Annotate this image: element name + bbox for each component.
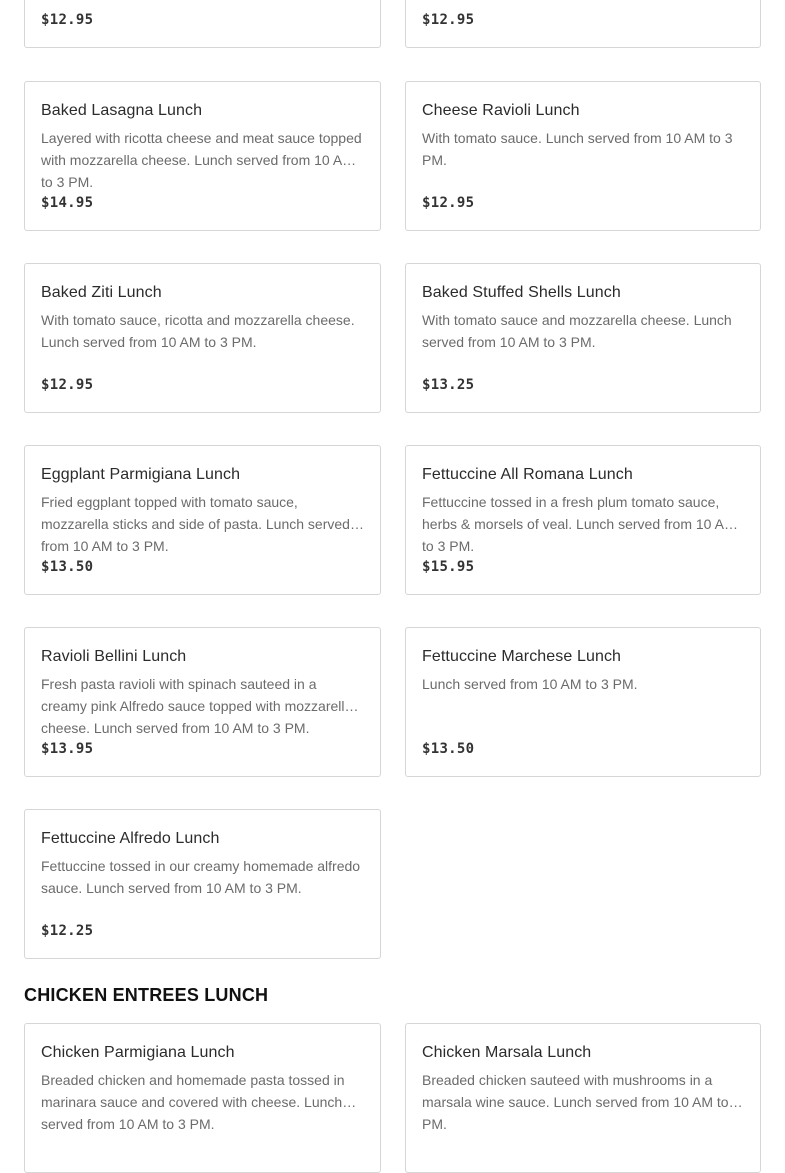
menu-item-card[interactable]: [405, 445, 761, 595]
item-price: $13.95: [41, 741, 94, 757]
item-price: $12.95: [422, 12, 475, 28]
item-name: Fettuccine Marchese Lunch: [422, 648, 622, 665]
item-price: $13.50: [422, 741, 475, 757]
item-name: Baked Lasagna Lunch: [41, 102, 203, 119]
item-description: Fried eggplant topped with tomato sauce, mozzarella sticks and side of pasta. Lunch served from 10 AM to 3 PM.: [41, 494, 350, 554]
item-price: $12.95: [422, 195, 475, 211]
item-price: $12.25: [41, 923, 94, 939]
menu-item-card[interactable]: [405, 81, 761, 231]
menu-item-card[interactable]: [24, 81, 381, 231]
menu-item-card[interactable]: [405, 1023, 761, 1173]
item-name: Chicken Marsala Lunch: [422, 1044, 592, 1061]
menu-item-card[interactable]: [24, 0, 381, 48]
item-name: Cheese Ravioli Lunch: [422, 102, 580, 119]
item-name: Baked Stuffed Shells Lunch: [422, 284, 621, 301]
item-description: Breaded chicken sauteed with mushrooms in a marsala wine sauce. Lunch served from 10 AM to 3 PM.: [422, 1072, 741, 1132]
item-price: $14.95: [41, 195, 94, 211]
item-description: Layered with ricotta cheese and meat sauce topped with mozzarella cheese. Lunch served from 10 AM to 3 PM.: [41, 130, 362, 190]
item-price: $12.95: [41, 12, 94, 28]
menu-item-card[interactable]: [24, 627, 381, 777]
item-name: Baked Ziti Lunch: [41, 284, 162, 301]
menu-item-card[interactable]: [405, 627, 761, 777]
item-name: Eggplant Parmigiana Lunch: [41, 466, 241, 483]
item-description: With tomato sauce. Lunch served from 10 AM to 3 PM.: [422, 130, 733, 168]
section-title: CHICKEN ENTREES LUNCH: [24, 985, 269, 1005]
item-description: Breaded chicken and homemade pasta tossed in marinara sauce and covered with cheese. Lunch served from 10 AM to 3 PM.: [41, 1072, 345, 1132]
item-name: Fettuccine Alfredo Lunch: [41, 830, 220, 847]
item-description: Fettuccine tossed in a fresh plum tomato sauce, herbs & morsels of veal. Lunch served from 10 AM to 3 PM.: [422, 494, 736, 554]
menu-item-card[interactable]: [24, 263, 381, 413]
menu-item-card[interactable]: [24, 1023, 381, 1173]
item-description: Lunch served from 10 AM to 3 PM.: [422, 676, 638, 692]
item-description: Fresh pasta ravioli with spinach sauteed in a creamy pink Alfredo sauce topped with mozzarella cheese. Lunch served from 10 AM to 3 PM.: [41, 676, 353, 736]
menu-item-card[interactable]: [24, 445, 381, 595]
menu-item-card[interactable]: [405, 263, 761, 413]
menu-item-card[interactable]: [405, 0, 761, 48]
item-price: $12.95: [41, 377, 94, 393]
item-name: Fettuccine All Romana Lunch: [422, 466, 633, 483]
item-price: $13.50: [41, 559, 94, 575]
item-name: Ravioli Bellini Lunch: [41, 648, 187, 665]
item-description: With tomato sauce, ricotta and mozzarella cheese. Lunch served from 10 AM to 3 PM.: [41, 312, 355, 350]
item-name: Chicken Parmigiana Lunch: [41, 1044, 235, 1061]
menu-item-card[interactable]: [24, 809, 381, 959]
item-price: $15.95: [422, 559, 475, 575]
item-description: Fettuccine tossed in our creamy homemade alfredo sauce. Lunch served from 10 AM to 3 PM.: [41, 858, 361, 896]
item-description: With tomato sauce and mozzarella cheese. Lunch served from 10 AM to 3 PM.: [422, 312, 732, 350]
item-price: $13.25: [422, 377, 475, 393]
